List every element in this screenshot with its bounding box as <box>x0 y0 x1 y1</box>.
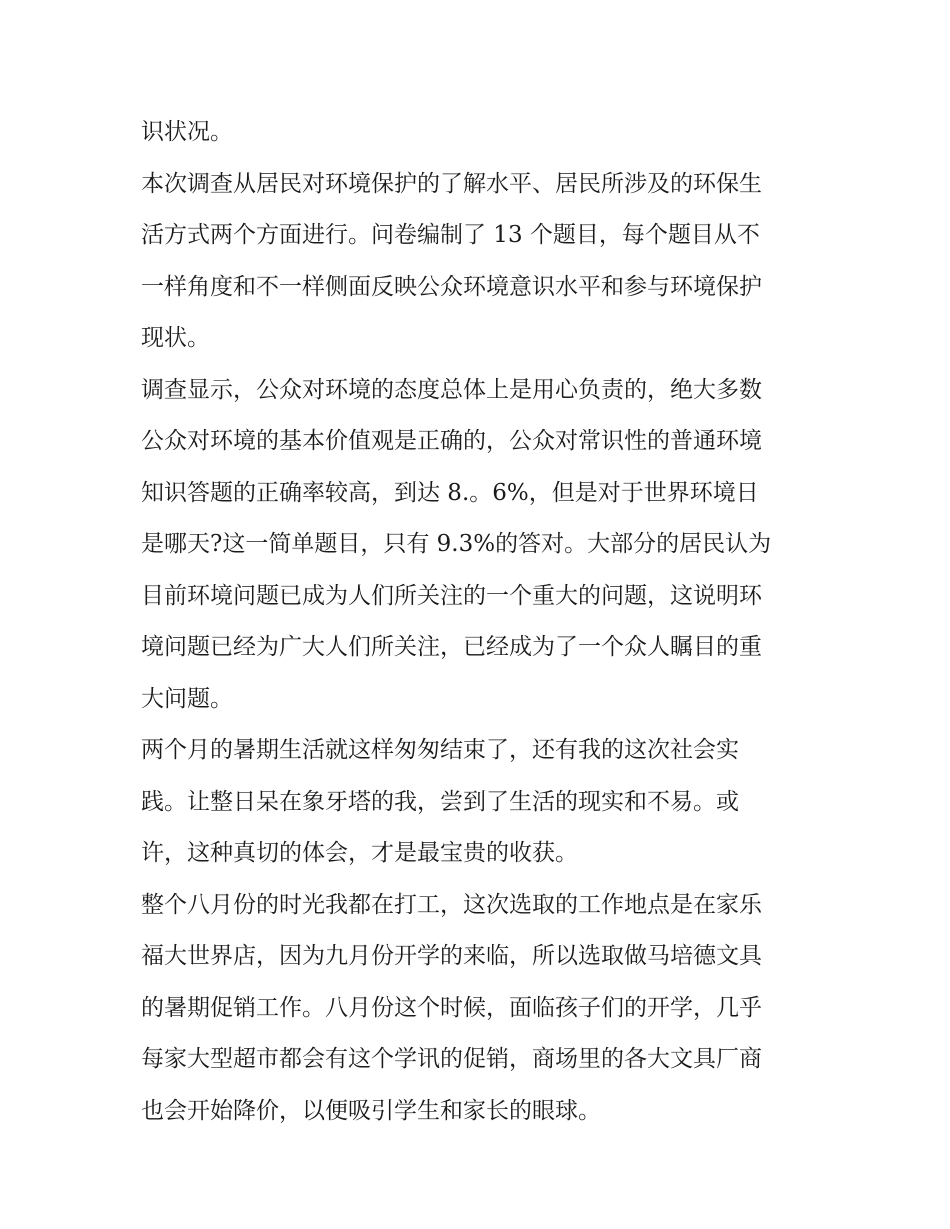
text-line: 福大世界店，因为九月份开学的来临，所以选取做马培德文具 <box>141 943 762 969</box>
text-line: 目前环境问题已成为人们所关注的一个重大的问题，这说明环 <box>141 582 762 609</box>
text-line: 许，这种真切的体会，才是最宝贵的收获。 <box>141 840 578 866</box>
text-line: 也会开始降价，以便吸引学生和家长的眼球。 <box>141 1097 601 1124</box>
text-line: 整个八月份的时光我都在打工，这次选取的工作地点是在家乐 <box>141 891 762 918</box>
document-body <box>141 107 817 1137</box>
text-line: 活方式两个方面进行。问卷编制了 13 个题目，每个题目从不 <box>141 222 760 248</box>
text-line: 知识答题的正确率较高，到达 8.。6%，但是对于世界环境日 <box>141 479 759 506</box>
text-line: 每家大型超市都会有这个学讯的促销，商场里的各大文具厂商 <box>141 1046 762 1072</box>
text-line: 识状况。 <box>141 119 233 145</box>
text-line: 的暑期促销工作。八月份这个时候，面临孩子们的开学，几乎 <box>141 994 762 1021</box>
text-line: 是哪天?这一简单题目，只有 9.3%的答对。大部分的居民认为 <box>141 531 772 557</box>
text-line: 现状。 <box>141 325 210 351</box>
text-line: 调查显示，公众对环境的态度总体上是用心负责的，绝大多数 <box>141 376 762 403</box>
text-line: 大问题。 <box>141 685 233 712</box>
text-line: 公众对环境的基本价值观是正确的，公众对常识性的普通环境 <box>141 428 762 454</box>
text-line: 一样角度和不一样侧面反映公众环境意识水平和参与环境保护 <box>141 273 762 300</box>
text-line: 本次调查从居民对环境保护的了解水平、居民所涉及的环保生 <box>141 170 762 197</box>
text-line: 两个月的暑期生活就这样匆匆结束了，还有我的这次社会实 <box>141 737 739 763</box>
text-line: 践。让整日呆在象牙塔的我，尝到了生活的现实和不易。或 <box>141 788 739 815</box>
text-line: 境问题已经为广大人们所关注，已经成为了一个众人瞩目的重 <box>141 634 762 660</box>
